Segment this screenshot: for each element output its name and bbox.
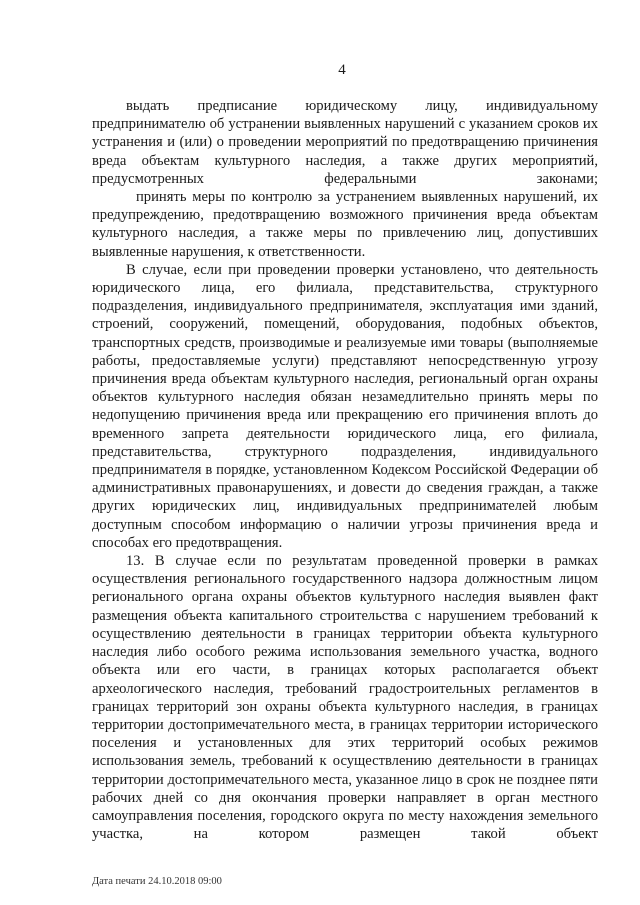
page-number: 4 (338, 62, 346, 78)
paragraph-13: 13. В случае если по результатам проведенной проверки в рамках осуществления регионального государственного надзора должностным лицом регионального органа охраны объектов культурного наследия выявлен факт размещения объекта капитального строительства с нарушением требований к осуществлению деятельности в границах территории объекта культурного наследия либо особого режима использования земельного участка, водного объекта или его части, в границах которых располагается объект археологического наследия, требований градостроительных регламентов в границах территорий зон охраны объекта культурного наследия, в границах территории достопримечательного места, в границах территории исторического поселения и установленных для этих территорий особых режимов использования земель, требований к осуществлению деятельности в границах территории достопримечательного места, указанное лицо в срок не позднее пяти рабочих дней со дня окончания проверки направляет в орган местного самоуправления поселения, городского округа по месту нахождения земельного участка, на котором размещен такой объект (92, 553, 598, 843)
paragraph-threat-of-harm: В случае, если при проведении проверки установлено, что деятельность юридического лица, его филиала, представительства, структурного подразделения, индивидуального предпринимателя, эксплуатация ими зданий, строений, сооружений, помещений, оборудования, подобных объектов, транспортных средств, производимые и реализуемые ими товары (выполняемые работы, предоставляемые услуги) представляют непосредственную угрозу причинения вреда объектам культурного наследия, региональный орган охраны объектов культурного наследия обязан незамедлительно принять меры по недопущению причинения вреда или прекращению его причинения вплоть до временного запрета деятельности юридического лица, его филиала, представительства, структурного подразделения, индивидуального предпринимателя в порядке, установленном Кодексом Российской Федерации об административных правонарушениях, и довести до сведения граждан, а также других юридических лиц, индивидуальных предпринимателей любым доступным способом информацию о наличии угрозы причинения вреда и способах его предотвращения. (92, 261, 598, 551)
paragraph-prescription: выдать предписание юридическому лицу, индивидуальному предпринимателю об устранении выявленных нарушений с указанием сроков их устранения и (или) о проведении мероприятий по предотвращению причинения вреда объектам культурного наследия, а также других мероприятий, предусмотренных федеральными законами; (92, 98, 598, 187)
paragraph-control-measures: принять меры по контролю за устранением выявленных нарушений, их предупреждению, предотвращению возможного причинения вреда объектам культурного наследия, а также меры по привлечению лиц, допустивших выявленные нарушения, к ответственности. (92, 189, 598, 260)
document-body (92, 97, 598, 843)
print-date-footer: Дата печати 24.10.2018 09:00 (92, 876, 222, 887)
